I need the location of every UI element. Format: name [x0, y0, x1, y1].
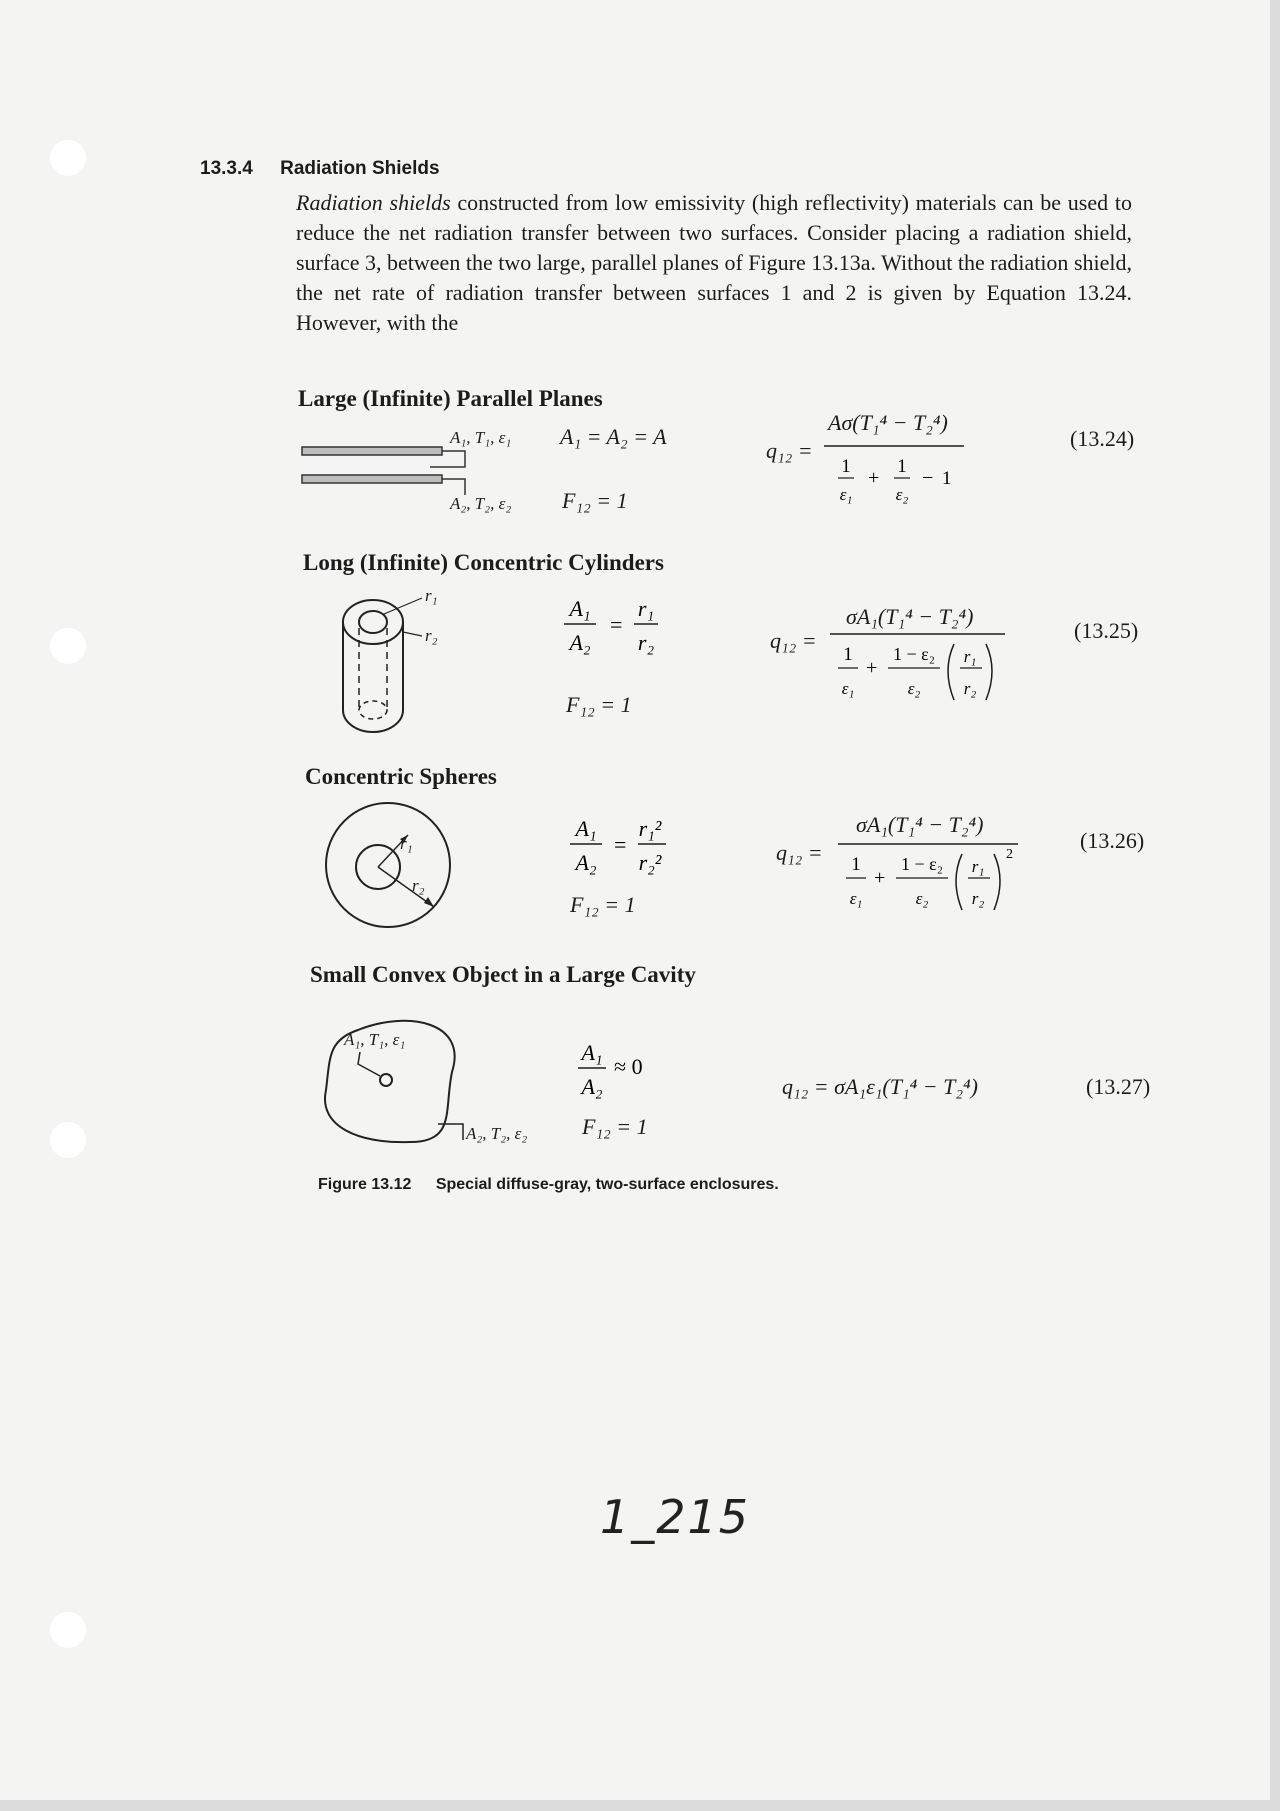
cylinders-eq-number: (13.25): [1074, 618, 1139, 643]
intro-text: constructed from low emissivity (high reflectivity) materials can be used to reduce the net radiation transfer between two surfaces. Consider placing a radiation shield, surface 3, between the two large, parallel planes of Figure 13.13a. Without the radiation shield, the net rate of radiation transfer between surfaces 1 and 2 is given by Equation 13.24. However, with the: [296, 190, 1132, 335]
cavity-label-inner: A₁, T₁, ε₁: [344, 1030, 406, 1049]
spheres-label-r2: r₂: [412, 876, 425, 895]
svg-text:A₁: A₁: [581, 1040, 603, 1065]
section-number: 13.3.4: [200, 158, 253, 179]
planes-label-bottom: A₂, T₂, ε₂: [450, 494, 512, 513]
intro-paragraph: [296, 188, 1132, 338]
svg-text:ε₁: ε₁: [841, 679, 855, 698]
planes-eq-denominator: [824, 440, 974, 512]
svg-text:r₂: r₂: [971, 889, 985, 908]
cavity-area-ratio: [574, 1034, 674, 1106]
planes-eq-numerator: Aσ(T₁⁴ − T₂⁴): [828, 410, 948, 435]
svg-text:A₂: A₂: [569, 630, 591, 655]
svg-text:≈ 0: ≈ 0: [614, 1054, 643, 1079]
svg-text:ε₁: ε₁: [839, 485, 853, 504]
svg-text:ε₂: ε₂: [895, 485, 909, 504]
section-heading: [200, 158, 440, 180]
svg-text:A₁: A₁: [575, 816, 597, 841]
svg-text:1 − ε₂: 1 − ε₂: [893, 644, 935, 664]
parallel-planes-diagram: [300, 425, 470, 505]
svg-text:r₂: r₂: [637, 630, 655, 655]
cylinders-area-ratio: [560, 590, 670, 662]
planes-title: Large (Infinite) Parallel Planes: [298, 386, 603, 411]
svg-text:+: +: [866, 657, 878, 679]
cylinders-eq-denominator: [830, 630, 1010, 710]
spheres-area-ratio: [566, 808, 676, 884]
svg-text:r₁: r₁: [963, 647, 977, 666]
punch-hole: [50, 1122, 86, 1158]
svg-text:+: +: [874, 867, 886, 889]
svg-text:−: −: [922, 467, 934, 489]
handwritten-page-number: 1_215: [600, 1490, 751, 1544]
cavity-label-outer: A₂, T₂, ε₂: [466, 1124, 528, 1143]
svg-text:=: =: [610, 612, 623, 637]
punch-hole: [50, 628, 86, 664]
figure-caption: [318, 1176, 779, 1194]
spheres-eq-numerator: σA₁(T₁⁴ − T₂⁴): [856, 812, 984, 837]
section-title: Radiation Shields: [280, 158, 440, 179]
punch-hole: [50, 1612, 86, 1648]
svg-text:A₂: A₂: [575, 850, 597, 875]
svg-text:ε₂: ε₂: [915, 889, 929, 908]
spheres-eq-number: (13.26): [1080, 828, 1145, 853]
svg-text:r₁: r₁: [637, 596, 655, 621]
cylinders-label-r2: r₂: [425, 626, 438, 645]
spheres-eq-lhs: q₁₂ =: [776, 840, 823, 865]
cylinders-eq-numerator: σA₁(T₁⁴ − T₂⁴): [846, 604, 974, 629]
svg-text:A₁: A₁: [569, 596, 591, 621]
svg-text:r₁²: r₁²: [638, 816, 662, 841]
svg-text:A₂: A₂: [581, 1074, 603, 1099]
svg-text:+: +: [868, 467, 880, 489]
svg-text:ε₂: ε₂: [907, 679, 921, 698]
spheres-view-factor: F₁₂ = 1: [570, 892, 636, 917]
planes-view-factor: F₁₂ = 1: [562, 488, 628, 513]
svg-text:r₂: r₂: [963, 679, 977, 698]
figure-caption-text: Special diffuse-gray, two-surface enclosures.: [435, 1176, 779, 1193]
spheres-label-r1: r₁: [400, 834, 413, 853]
planes-area-relation: A₁ = A₂ = A: [560, 424, 667, 449]
svg-text:2: 2: [1006, 847, 1013, 862]
planes-label-top: A₁, T₁, ε₁: [450, 428, 512, 447]
cylinders-view-factor: F₁₂ = 1: [566, 692, 632, 717]
cylinders-label-r1: r₁: [425, 586, 438, 605]
cavity-equation: q₁₂ = σA₁ε₁(T₁⁴ − T₂⁴): [782, 1074, 978, 1099]
svg-text:1: 1: [897, 456, 907, 477]
concentric-cylinders-diagram: [340, 588, 450, 738]
planes-eq-lhs: q₁₂ =: [766, 438, 813, 463]
svg-text:1: 1: [942, 468, 952, 489]
cavity-title: Small Convex Object in a Large Cavity: [310, 962, 696, 987]
punch-hole: [50, 140, 86, 176]
svg-text:1: 1: [851, 854, 861, 875]
cavity-eq-number: (13.27): [1086, 1074, 1151, 1099]
intro-lead: Radiation shields: [296, 190, 451, 215]
svg-text:r₂²: r₂²: [638, 850, 662, 875]
spheres-title: Concentric Spheres: [305, 764, 497, 789]
cylinders-eq-lhs: q₁₂ =: [770, 628, 817, 653]
svg-text:r₁: r₁: [971, 857, 985, 876]
svg-text:1: 1: [841, 456, 851, 477]
cylinders-title: Long (Infinite) Concentric Cylinders: [303, 550, 664, 575]
svg-text:1: 1: [843, 644, 853, 665]
svg-text:1 − ε₂: 1 − ε₂: [901, 854, 943, 874]
svg-text:ε₁: ε₁: [849, 889, 863, 908]
cavity-view-factor: F₁₂ = 1: [582, 1114, 648, 1139]
figure-label: Figure 13.12: [318, 1176, 412, 1193]
svg-text:=: =: [614, 832, 627, 857]
planes-eq-number: (13.24): [1070, 426, 1135, 451]
concentric-spheres-diagram: [322, 795, 462, 935]
spheres-eq-denominator: [838, 840, 1028, 920]
